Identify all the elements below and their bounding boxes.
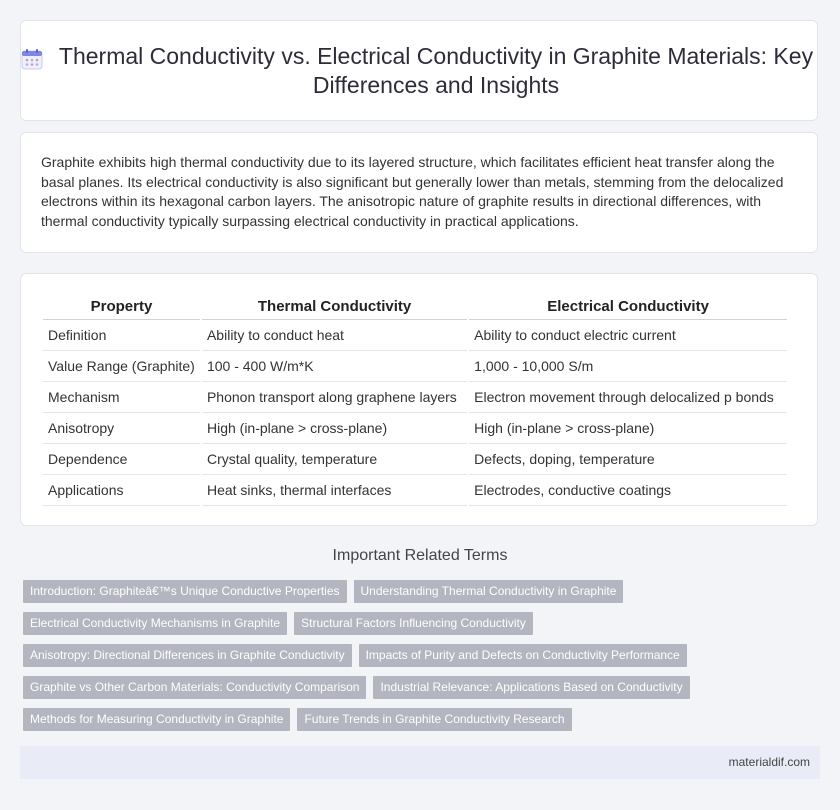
related-term-tag[interactable]: Methods for Measuring Conductivity in Graphite (23, 708, 290, 731)
table-cell: Ability to conduct heat (202, 320, 467, 351)
table-row (43, 444, 787, 475)
table-row (43, 382, 787, 413)
table-cell: High (in-plane > cross-plane) (469, 413, 787, 444)
intro-card (20, 132, 818, 253)
table-cell: Ability to conduct electric current (469, 320, 787, 351)
table-cell: Mechanism (43, 382, 200, 413)
calendar-icon (21, 48, 43, 70)
footer-site-link[interactable]: materialdif.com (728, 755, 810, 769)
related-term-tag[interactable]: Impacts of Purity and Defects on Conductivity Performance (359, 644, 687, 667)
table-cell: High (in-plane > cross-plane) (202, 413, 467, 444)
related-term-tag[interactable]: Understanding Thermal Conductivity in Graphite (354, 580, 624, 603)
related-term-tag[interactable]: Electrical Conductivity Mechanisms in Graphite (23, 612, 287, 635)
related-terms-title: Important Related Terms (332, 547, 508, 564)
table-cell: Value Range (Graphite) (43, 351, 200, 382)
table-row (43, 475, 787, 506)
title-card (20, 20, 818, 121)
table-cell: Crystal quality, temperature (202, 444, 467, 475)
table-cell: Phonon transport along graphene layers (202, 382, 467, 413)
table-header-row (43, 296, 787, 320)
table-row (43, 351, 787, 382)
table-cell: 100 - 400 W/m*K (202, 351, 467, 382)
header-electrical: Electrical Conductivity (469, 296, 787, 320)
footer (20, 746, 820, 779)
intro-paragraph: Graphite exhibits high thermal conductivity due to its layered structure, which facilitates efficient heat transfer along the basal planes. Its electrical conductivity is also significant but generally lower than metals, stemming from the delocalized electrons within its hexagonal carbon layers. The anisotropic nature of graphite results in directional differences, with thermal conductivity typically surpassing electrical conductivity in practical applications. (41, 154, 784, 229)
table-row (43, 320, 787, 351)
table-cell: Defects, doping, temperature (469, 444, 787, 475)
table-cell: Dependence (43, 444, 200, 475)
related-term-tag[interactable]: Graphite vs Other Carbon Materials: Conductivity Comparison (23, 676, 366, 699)
table-cell: Electrodes, conductive coatings (469, 475, 787, 506)
table-cell: Definition (43, 320, 200, 351)
table-cell: Applications (43, 475, 200, 506)
related-term-tag[interactable]: Structural Factors Influencing Conductivity (294, 612, 533, 635)
title-wrap (21, 42, 817, 100)
related-term-tag[interactable]: Future Trends in Graphite Conductivity Research (297, 708, 571, 731)
comparison-table-card (20, 273, 818, 526)
table-cell: Electron movement through delocalized p bonds (469, 382, 787, 413)
header-property: Property (43, 296, 200, 320)
related-terms-list (23, 580, 803, 731)
related-term-tag[interactable]: Introduction: Graphiteâ€™s Unique Conductive Properties (23, 580, 347, 603)
header-thermal: Thermal Conductivity (202, 296, 467, 320)
table-cell: 1,000 - 10,000 S/m (469, 351, 787, 382)
comparison-table (41, 296, 789, 506)
page-title: Thermal Conductivity vs. Electrical Conductivity in Graphite Materials: Key Differences and Insights (58, 42, 814, 98)
table-row (43, 413, 787, 444)
related-term-tag[interactable]: Anisotropy: Directional Differences in Graphite Conductivity (23, 644, 352, 667)
table-cell: Anisotropy (43, 413, 200, 444)
related-term-tag[interactable]: Industrial Relevance: Applications Based on Conductivity (373, 676, 689, 699)
table-cell: Heat sinks, thermal interfaces (202, 475, 467, 506)
